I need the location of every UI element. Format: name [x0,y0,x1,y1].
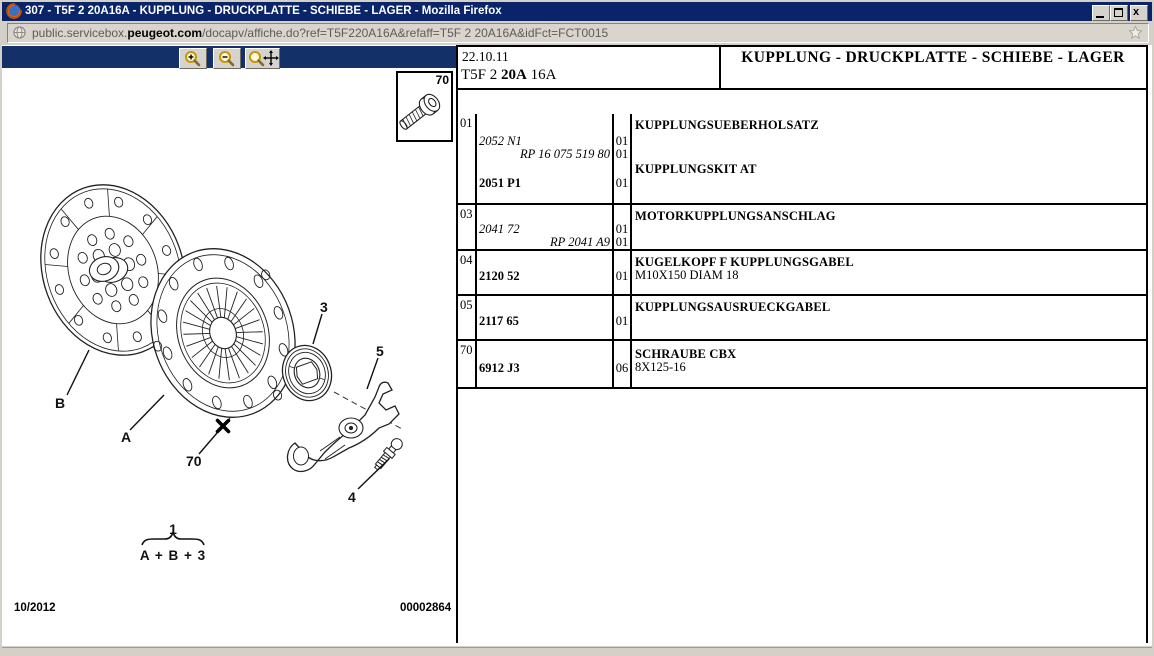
part-ref: RP 2041 A9 [550,235,610,249]
part-ref: 2117 65 [479,314,519,328]
url-prefix: public.servicebox. [32,26,128,40]
status-bar [2,647,1152,655]
zoom-pan-icon [246,49,279,68]
part-qty: 01 [615,147,629,161]
part-ref: 2041 72 [479,222,520,236]
part-qty: 01 [615,176,629,190]
doc-title: KUPPLUNG - DRUCKPLATTE - SCHIEBE - LAGER [741,49,1125,66]
table-row [458,341,1146,389]
row-index: 70 [460,343,473,357]
close-button[interactable] [1130,5,1148,21]
zoom-out-button[interactable] [213,48,241,69]
diagram-date: 10/2012 [14,602,56,614]
part-qty: 01 [615,134,629,148]
clutch-exploded-diagram [2,140,454,600]
column-line [630,251,632,294]
part-description: MOTORKUPPLUNGSANSCHLAG [635,209,836,223]
part-ref: RP 16 075 519 80 [519,147,610,161]
firefox-icon [6,3,22,19]
group-note [140,521,206,563]
part-ref: 2120 52 [479,269,520,283]
header-bottom-border [456,88,1148,90]
part-description: KUPPLUNGSUEBERHOLSATZ [635,118,819,132]
label-b: B [55,395,66,411]
part-ref: 2051 P1 [479,176,522,190]
row-index: 03 [460,207,473,221]
column-line [630,205,632,249]
part-description: SCHRAUBE CBX [635,347,737,361]
part-qty: 01 [615,222,629,236]
panel-right-border [1146,45,1148,643]
table-row [458,114,1146,205]
part-qty: 01 [615,314,629,328]
inset-part-number: 70 [435,73,449,87]
group-number: 1 [169,521,177,537]
address-strip [2,21,1152,44]
url-input[interactable] [7,23,1149,43]
table-row [458,251,1146,296]
doc-ref-bold: 20A [501,67,527,83]
column-line [475,114,477,203]
part-description-sub: M10X150 DIAM 18 [635,268,739,282]
part-qty: 01 [615,269,629,283]
zoom-in-icon [180,49,206,68]
ball-stud [372,436,405,472]
maximize-icon [1114,8,1123,17]
diagram-number: 00002864 [400,602,452,614]
part-description-sub: 8X125-16 [635,360,686,374]
brace [142,532,204,545]
inset-part-box [396,71,453,142]
table-row [458,296,1146,341]
doc-date: 22.10.11 [462,49,509,64]
url-path: /docapv/affiche.do?ref=T5F220A16A&refaff=T5F 2 20A16A&idFct=FCT0015 [202,26,609,40]
minimize-icon [1096,16,1104,18]
label-a: A [121,429,132,445]
part-ref: 6912 J3 [479,361,520,375]
window-title: 307 - T5F 2 20A16A - KUPPLUNG - DRUCKPLATTE - SCHIEBE - LAGER - Mozilla Firefox [25,5,502,17]
row-index: 01 [460,116,473,130]
part-description: KUGELKOPF F KUPPLUNGSGABEL [635,255,854,269]
doc-ref-prefix: T5F 2 [461,67,502,83]
title-bar [2,2,1152,21]
column-line [630,296,632,339]
part-qty: 06 [615,361,629,375]
doc-reference [461,67,556,84]
url-text [32,26,608,40]
part-ref: 2052 N1 [479,134,522,148]
zoom-pan-button[interactable] [245,48,280,69]
label-70: 70 [186,453,202,469]
label-4: 4 [348,489,356,505]
zoom-in-button[interactable] [179,48,207,69]
marker-x-70 [218,421,229,432]
row-index: 05 [460,298,473,312]
label-3: 3 [320,299,328,315]
column-line [475,205,477,249]
column-line [475,251,477,294]
parts-table [458,114,1146,389]
row-index: 04 [460,253,473,267]
url-domain: peugeot.com [127,26,203,40]
bookmark-star-icon[interactable] [1128,25,1143,40]
part-description: KUPPLUNGSAUSRUECKGABEL [635,300,831,314]
minimize-button[interactable] [1092,5,1110,21]
label-5: 5 [376,343,384,359]
part-description: KUPPLUNGSKIT AT [635,162,757,176]
maximize-button[interactable] [1110,5,1128,21]
site-favicon-globe-icon [13,26,26,39]
column-line [630,341,632,387]
panel-top-border [456,45,1148,47]
group-formula: A + B + 3 [139,548,207,563]
column-line [475,341,477,387]
part-qty: 01 [615,235,629,249]
doc-ref-suffix: 16A [526,67,557,83]
table-row [458,205,1146,251]
column-line [475,296,477,339]
close-icon: x [1133,6,1140,18]
column-line [630,114,632,203]
zoom-out-icon [214,49,240,68]
